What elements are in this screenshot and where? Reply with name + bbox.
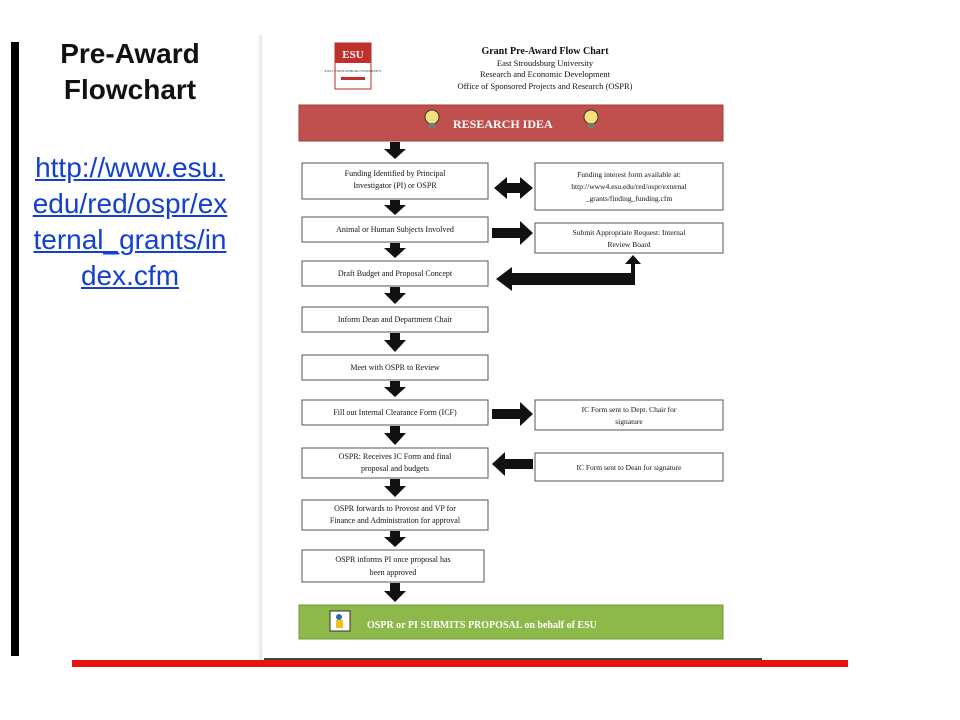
svg-text:Finance and Administration for: Finance and Administration for approval <box>329 516 461 525</box>
down-arrow <box>384 531 406 547</box>
down-arrow <box>384 333 406 352</box>
research-idea-label: RESEARCH IDEA <box>453 117 553 131</box>
side-boxes <box>535 163 723 481</box>
flow-step <box>302 355 488 380</box>
header-line-2: East Stroudsburg University <box>496 58 594 68</box>
header-line-4: Office of Sponsored Projects and Research (OSPR) <box>457 81 633 91</box>
svg-text:Fill out Internal Clearance Fo: Fill out Internal Clearance Form (ICF) <box>333 408 457 417</box>
down-arrow <box>384 479 406 497</box>
svg-text:Review Board: Review Board <box>607 240 651 249</box>
research-idea-banner <box>299 105 723 141</box>
down-arrow <box>384 583 406 602</box>
svg-text:Draft Budget and Proposal Conc: Draft Budget and Proposal Concept <box>337 269 453 278</box>
svg-text:Meet with OSPR to Review: Meet with OSPR to Review <box>350 363 440 372</box>
document-header <box>457 46 632 91</box>
svg-text:http://www4.esu.edu/red/ospr/e: http://www4.esu.edu/red/ospr/external <box>571 182 687 191</box>
flow-step <box>302 307 488 332</box>
elbow-arrow <box>496 255 641 291</box>
flow-step <box>302 448 488 478</box>
slide-title: Pre-Award Flowchart <box>60 38 200 105</box>
left-accent-bar <box>11 42 19 656</box>
header-line-3: Research and Economic Development <box>479 69 611 79</box>
submit-proposal-label: OSPR or PI SUBMITS PROPOSAL on behalf of ESU <box>367 620 597 631</box>
right-arrow <box>492 402 533 426</box>
svg-text:_grants/finding_funding.cfm: _grants/finding_funding.cfm <box>585 194 673 203</box>
flow-steps <box>302 163 488 582</box>
down-arrow <box>384 142 406 159</box>
flow-step <box>302 550 484 582</box>
bottom-accent-line <box>72 660 848 667</box>
svg-text:been approved: been approved <box>369 568 417 577</box>
side-box <box>535 400 723 430</box>
svg-text:OSPR forwards to Provost and V: OSPR forwards to Provost and VP for <box>334 504 456 513</box>
flow-step <box>302 261 488 286</box>
esu-grants-link[interactable]: http://www.esu.edu/red/ospr/external_grants/index.cfm <box>32 152 228 291</box>
left-arrow <box>492 452 533 476</box>
svg-text:proposal and budgets: proposal and budgets <box>361 464 429 473</box>
svg-text:signature: signature <box>615 417 643 426</box>
svg-text:Funding interest form availabl: Funding interest form available at: <box>577 170 681 179</box>
submit-proposal-banner <box>299 605 723 639</box>
side-arrows <box>492 177 641 476</box>
svg-text:IC Form sent to Dept. Chair fo: IC Form sent to Dept. Chair for <box>581 405 677 414</box>
down-arrow <box>384 200 406 215</box>
svg-text:Funding Identified by Principa: Funding Identified by Principal <box>344 169 446 178</box>
logo-text: ESU <box>342 49 364 61</box>
flow-step <box>302 400 488 425</box>
header-title: Grant Pre-Award Flow Chart <box>481 46 609 57</box>
right-arrow <box>492 221 533 245</box>
svg-text:Animal or Human Subjects Invol: Animal or Human Subjects Involved <box>336 225 454 234</box>
svg-text:IC Form sent to Dean for signa: IC Form sent to Dean for signature <box>576 463 682 472</box>
svg-text:Submit Appropriate Request: In: Submit Appropriate Request: Internal <box>572 228 686 237</box>
svg-text:OSPR informs PI once proposal: OSPR informs PI once proposal has <box>335 555 451 564</box>
esu-logo <box>324 43 382 89</box>
down-arrow <box>384 243 406 258</box>
double-arrow <box>494 177 533 199</box>
flow-step <box>302 500 488 530</box>
svg-text:OSPR: Receives IC Form and fin: OSPR: Receives IC Form and final <box>338 452 452 461</box>
flow-step <box>302 217 488 242</box>
down-arrow <box>384 426 406 445</box>
down-arrow <box>384 287 406 304</box>
flow-step <box>302 163 488 199</box>
side-box <box>535 163 723 210</box>
side-box <box>535 223 723 253</box>
flowchart-document <box>262 35 762 660</box>
down-arrow <box>384 381 406 397</box>
logo-subtext: EAST STROUDSBURG UNIVERSITY <box>324 69 382 73</box>
side-box <box>535 453 723 481</box>
svg-text:Investigator (PI) or OSPR: Investigator (PI) or OSPR <box>353 181 437 190</box>
svg-text:Inform Dean and Department Cha: Inform Dean and Department Chair <box>337 315 453 324</box>
person-icon <box>330 611 350 631</box>
